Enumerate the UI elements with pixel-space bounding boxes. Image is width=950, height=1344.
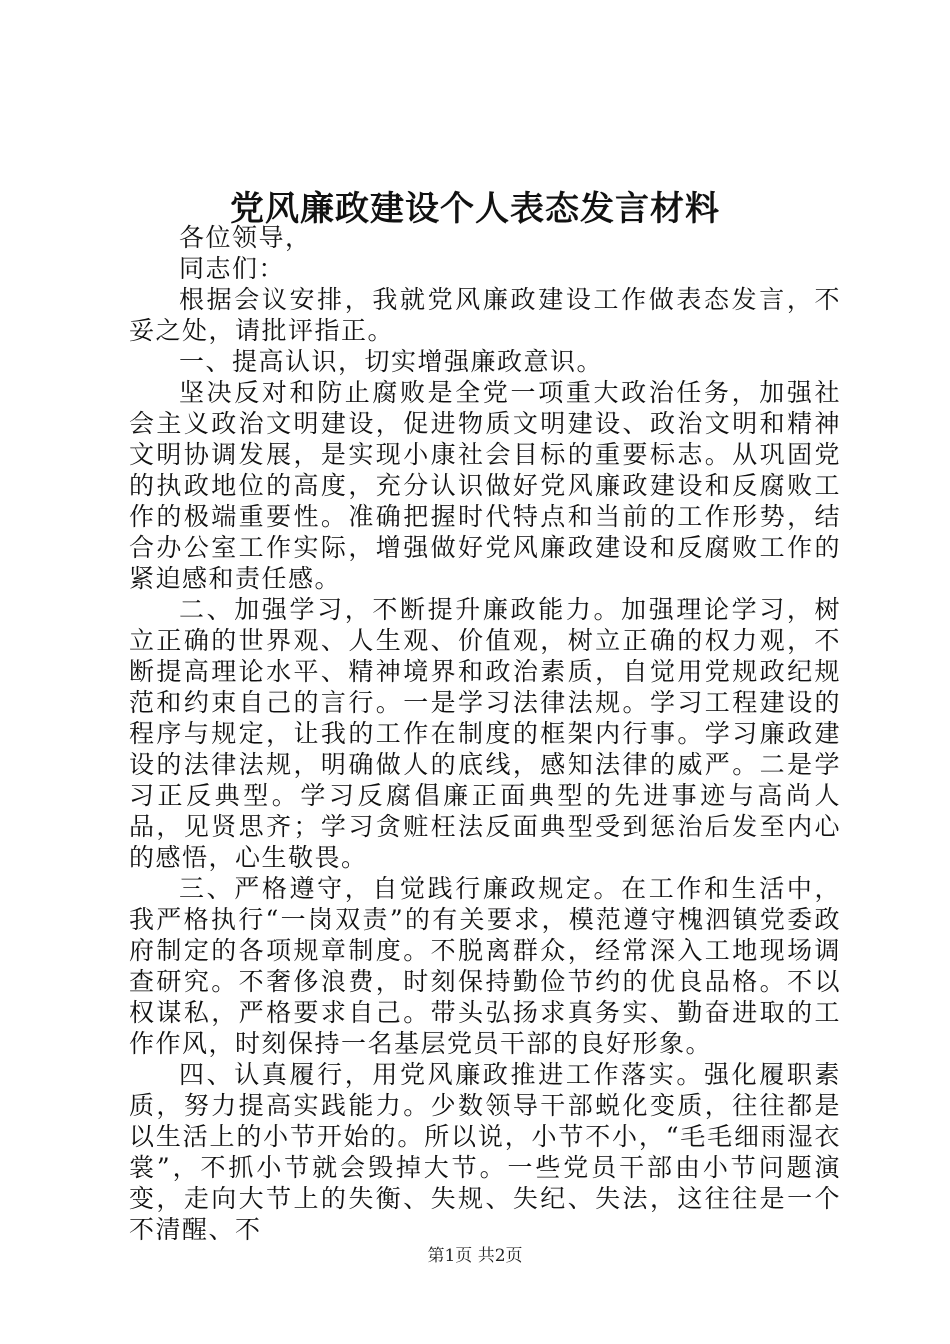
document-title: 党风廉政建设个人表态发言材料 (230, 189, 720, 229)
intro-paragraph: 根据会议安排，我就党风廉政建设工作做表态发言，不妥之处，请批评指正。 (129, 285, 841, 345)
body-paragraph-2: 二、加强学习，不断提升廉政能力。加强理论学习，树立正确的世界观、人生观、价值观，树立正确的权力观，不断提高理论水平、精神境界和政治素质，自觉用党规政纪规范和约束自己的言行。一是学习法律法规。学习工程建设的程序与规定，让我的工作在制度的框架内行事。学习廉政建设的法律法规，明确做人的底线，感知法律的威严。二是学习正反典型。学习反腐倡廉正面典型的先进事迹与高尚人品，见贤思齐；学习贪赃枉法反面典型受到惩治后发至内心的感悟，心生敬畏。 (129, 595, 841, 872)
salutation-comrades: 同志们： (179, 254, 286, 283)
document-body (129, 222, 841, 1245)
section-heading-1: 一、提高认识，切实增强廉政意识。 (179, 347, 604, 376)
salutation-leaders: 各位领导， (179, 223, 312, 252)
body-paragraph-4: 四、认真履行，用党风廉政推进工作落实。强化履职素质，努力提高实践能力。少数领导干部蜕化变质，往往都是以生活上的小节开始的。所以说，小节不小，“毛毛细雨湿衣裳”，不抓小节就会毁掉大节。一些党员干部由小节问题演变，走向大节上的失衡、失规、失纪、失法，这往往是一个不清醒、不 (129, 1060, 841, 1244)
page-number-footer: 第1页 共2页 (427, 1246, 523, 1266)
body-paragraph-1: 坚决反对和防止腐败是全党一项重大政治任务，加强社会主义政治文明建设，促进物质文明建设、政治文明和精神文明协调发展，是实现小康社会目标的重要标志。从巩固党的执政地位的高度，充分认识做好党风廉政建设和反腐败工作的极端重要性。准确把握时代特点和当前的工作形势，结合办公室工作实际，增强做好党风廉政建设和反腐败工作的紧迫感和责任感。 (129, 378, 841, 593)
body-paragraph-3: 三、严格遵守，自觉践行廉政规定。在工作和生活中，我严格执行“一岗双责”的有关要求，模范遵守槐泗镇党委政府制定的各项规章制度。不脱离群众，经常深入工地现场调查研究。不奢侈浪费，时刻保持勤俭节约的优良品格。不以权谋私，严格要求自己。带头弘扬求真务实、勤奋进取的工作作风，时刻保持一名基层党员干部的良好形象。 (129, 874, 841, 1058)
